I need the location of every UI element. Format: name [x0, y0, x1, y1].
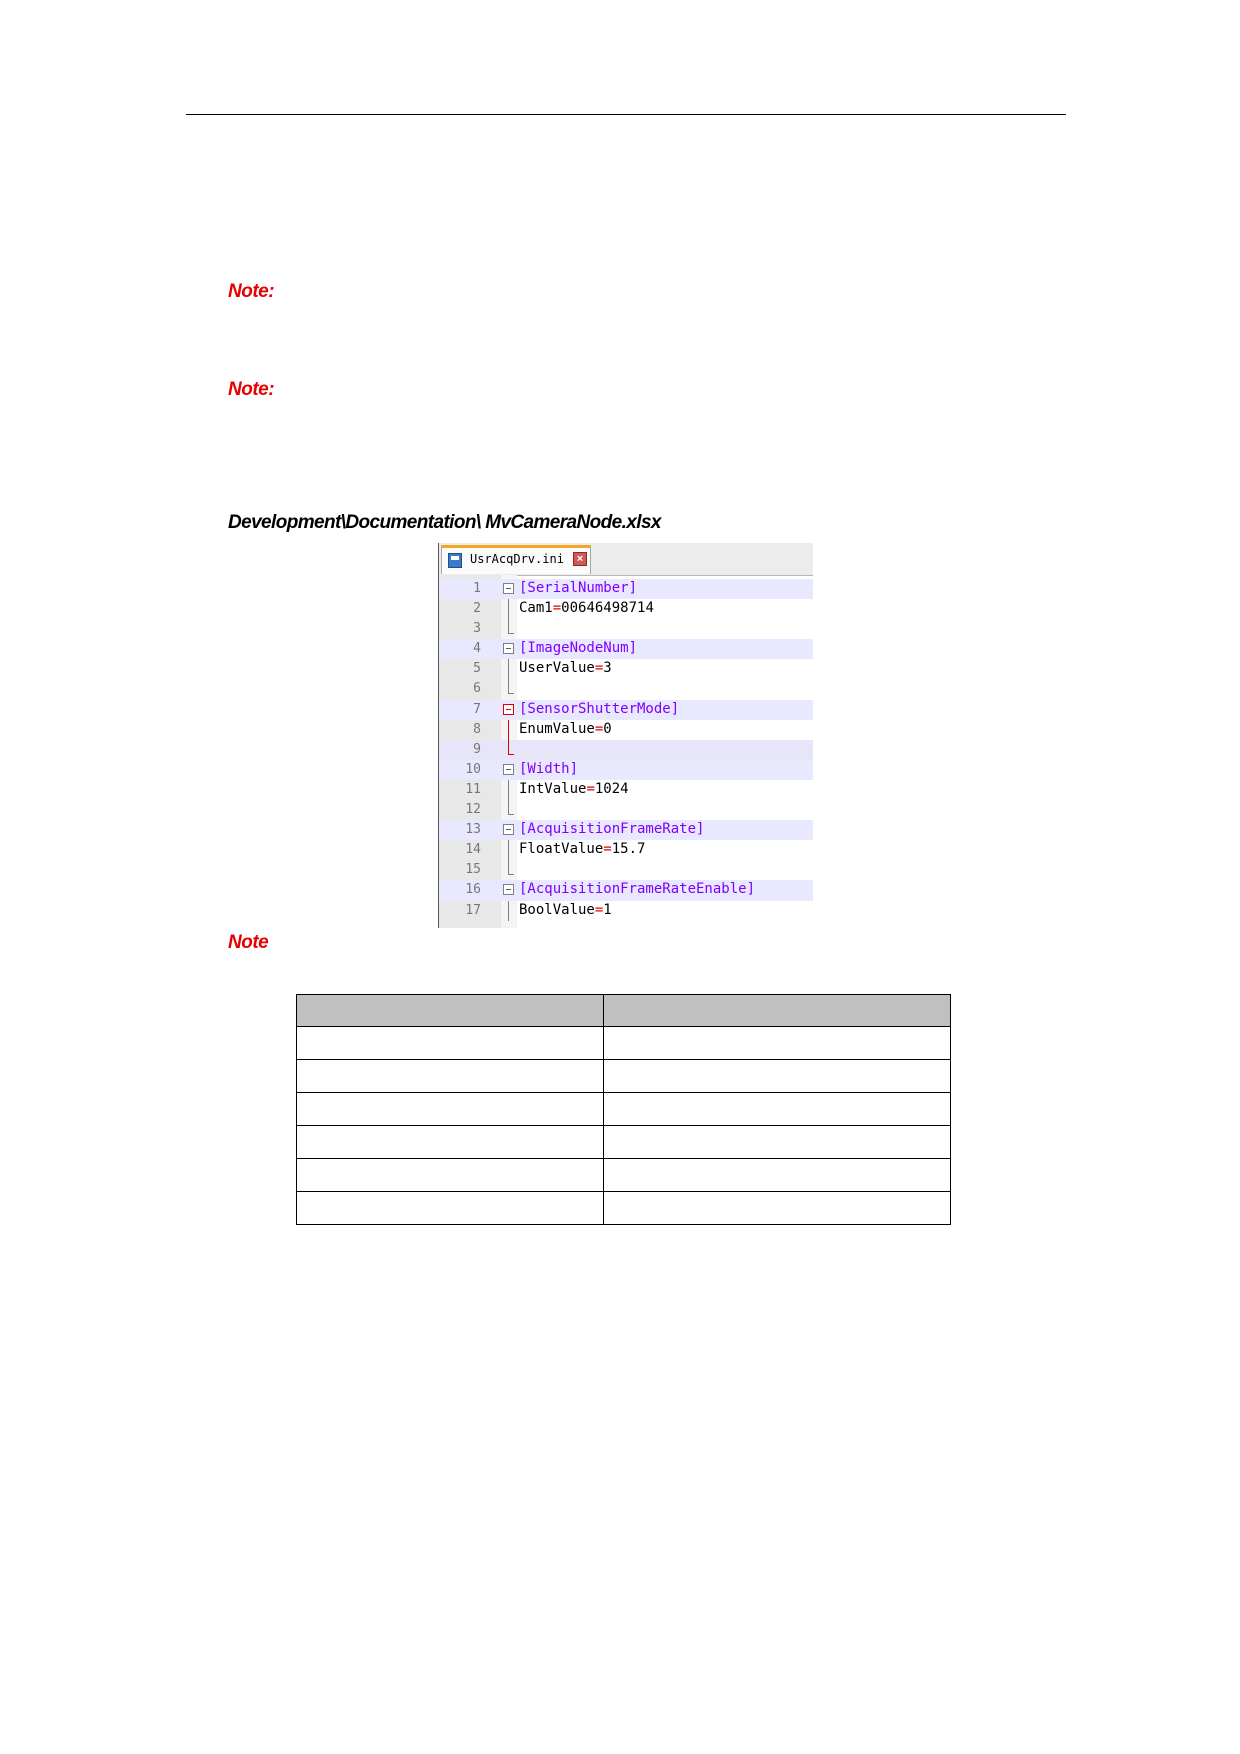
ini-key: FloatValue [519, 841, 604, 858]
code-line [439, 860, 813, 880]
table-cell [297, 1027, 604, 1060]
ini-key: IntValue [519, 780, 587, 797]
fold-guide [508, 720, 509, 740]
code-area[interactable] [439, 579, 813, 921]
line-number: 10 [465, 761, 481, 777]
fold-guide-end [508, 874, 514, 875]
header-rule [186, 114, 1066, 115]
equals-sign: = [603, 841, 612, 858]
fold-guide [508, 860, 509, 874]
section-header: [ImageNodeNum] [519, 640, 638, 657]
table-cell [604, 1192, 951, 1225]
ini-value: 15.7 [611, 841, 646, 858]
fold-guide [508, 901, 509, 921]
table-row [297, 1126, 951, 1159]
fold-toggle-icon[interactable] [503, 583, 514, 594]
parameter-table [296, 994, 951, 1225]
note-label-1: Note: [228, 281, 275, 302]
ini-value: 1 [603, 901, 612, 918]
table-row [297, 1093, 951, 1126]
code-line [439, 820, 813, 840]
key-value-line [519, 721, 612, 737]
line-number: 9 [473, 741, 481, 757]
table-row [297, 1159, 951, 1192]
line-number: 6 [473, 681, 481, 697]
note-label-2: Note: [228, 379, 275, 400]
ini-value: 00646498714 [561, 600, 654, 617]
line-number: 15 [465, 862, 481, 878]
fold-guide [508, 780, 509, 800]
table-cell [297, 1060, 604, 1093]
file-path-text: Development\Documentation\ MvCameraNode.xlsx [228, 512, 661, 533]
table-cell [604, 1159, 951, 1192]
fold-guide [508, 840, 509, 860]
line-number: 1 [473, 581, 481, 596]
code-line [439, 579, 813, 599]
fold-guide-end [508, 633, 514, 634]
section-header: [Width] [519, 760, 579, 777]
table-header-cell [297, 995, 604, 1027]
fold-guide [508, 599, 509, 619]
line-number: 11 [465, 781, 481, 797]
fold-guide-end [508, 754, 514, 755]
fold-guide [508, 740, 509, 754]
code-line [439, 720, 813, 740]
section-header: [AcquisitionFrameRateEnable] [519, 881, 756, 898]
line-number: 2 [473, 601, 481, 617]
section-header: [AcquisitionFrameRate] [519, 821, 705, 838]
fold-toggle-icon[interactable] [503, 884, 514, 895]
line-number: 5 [473, 661, 481, 677]
ini-value: 3 [603, 660, 612, 677]
table-cell [604, 1060, 951, 1093]
fold-toggle-icon[interactable] [503, 764, 514, 775]
note-label-3: Note [228, 932, 269, 953]
ini-key: UserValue [519, 660, 595, 677]
code-line [439, 880, 813, 900]
fold-toggle-icon[interactable] [503, 824, 514, 835]
ini-value: 1024 [594, 780, 629, 797]
table-cell [297, 1126, 604, 1159]
save-file-icon [448, 553, 462, 568]
key-value-line [519, 841, 645, 857]
line-number: 14 [465, 842, 481, 858]
ini-key: BoolValue [519, 901, 595, 918]
equals-sign: = [594, 720, 604, 737]
editor-tab-bar [439, 543, 813, 576]
code-line [439, 639, 813, 659]
code-line [439, 619, 813, 639]
table-cell [297, 1192, 604, 1225]
editor-tab[interactable] [441, 545, 591, 574]
tab-label: UsrAcqDrv.ini [470, 552, 564, 566]
table-header-cell [604, 995, 951, 1027]
table-row [297, 1192, 951, 1225]
code-line [439, 780, 813, 800]
code-line [439, 800, 813, 820]
code-line [439, 659, 813, 679]
fold-toggle-icon[interactable] [503, 704, 514, 715]
fold-guide [508, 800, 509, 814]
equals-sign: = [594, 660, 604, 677]
section-header: [SensorShutterMode] [519, 700, 680, 717]
line-number: 8 [473, 721, 481, 737]
fold-guide [508, 619, 509, 633]
line-number: 17 [465, 902, 481, 918]
ini-key: EnumValue [519, 720, 595, 737]
fold-guide-end [508, 693, 514, 694]
ini-key: Cam1 [519, 600, 553, 617]
line-number: 16 [465, 882, 481, 898]
equals-sign: = [586, 780, 595, 797]
key-value-line [519, 600, 654, 616]
line-number: 4 [473, 641, 481, 657]
table-cell [604, 1027, 951, 1060]
close-icon[interactable]: × [573, 552, 587, 566]
table-header-row [297, 995, 951, 1027]
table-cell [604, 1126, 951, 1159]
fold-guide [508, 659, 509, 679]
code-line [439, 679, 813, 699]
ini-editor-screenshot [438, 543, 813, 928]
fold-guide-end [508, 814, 514, 815]
equals-sign: = [552, 600, 562, 617]
table-row [297, 1027, 951, 1060]
key-value-line [519, 660, 612, 676]
fold-guide [508, 679, 509, 693]
code-line [439, 840, 813, 860]
line-number: 7 [473, 701, 481, 717]
fold-toggle-icon[interactable] [503, 643, 514, 654]
table-cell [297, 1093, 604, 1126]
code-line [439, 740, 813, 760]
key-value-line [519, 902, 612, 918]
code-line [439, 760, 813, 780]
code-line [439, 901, 813, 921]
key-value-line [519, 781, 629, 797]
code-line [439, 599, 813, 619]
line-number: 3 [473, 621, 481, 637]
table-cell [604, 1093, 951, 1126]
table-row [297, 1060, 951, 1093]
table-cell [297, 1159, 604, 1192]
line-number: 12 [465, 802, 481, 818]
ini-value: 0 [603, 720, 612, 737]
equals-sign: = [594, 901, 604, 918]
code-line [439, 700, 813, 720]
section-header: [SerialNumber] [519, 580, 638, 596]
line-number: 13 [465, 822, 481, 838]
